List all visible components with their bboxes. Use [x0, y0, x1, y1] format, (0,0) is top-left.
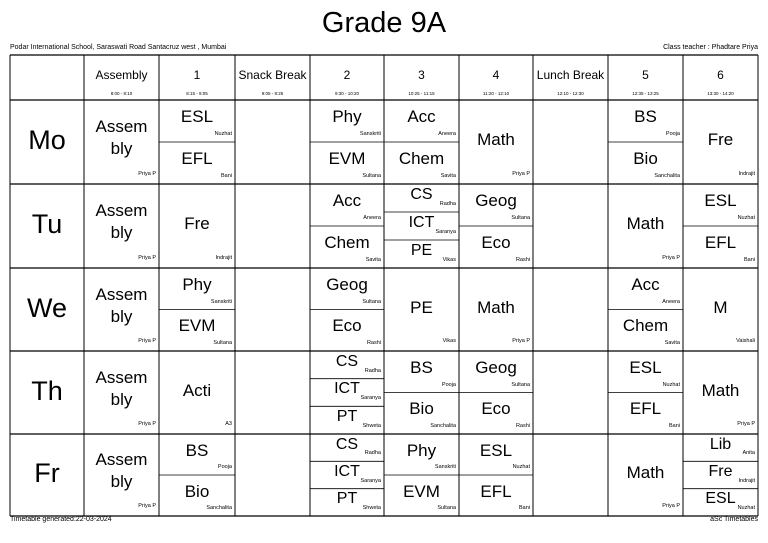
lesson-cell: [84, 434, 159, 516]
teacher-name: Anita: [742, 450, 755, 457]
lesson-cell: [384, 100, 459, 142]
subject-name: Phy: [182, 274, 212, 294]
period-name: 6: [717, 68, 724, 82]
lesson-cell: [384, 393, 459, 435]
teacher-name: Saranya: [360, 477, 381, 484]
lesson-cell: [608, 393, 683, 435]
teacher-name: Priya P: [138, 421, 156, 427]
generated-date: Timetable generated:22-03-2024: [10, 516, 112, 523]
subject-name: Math: [626, 214, 665, 233]
subject-name: Lib: [709, 435, 732, 453]
subject-name: BS: [410, 357, 433, 377]
subject-name: BS: [185, 440, 209, 460]
subject-name: Math: [626, 463, 665, 482]
lesson-cell: [84, 184, 159, 268]
teacher-name: Rashi: [366, 340, 381, 346]
subject-name: Geog: [475, 191, 517, 210]
subject-name: Assem bly: [95, 201, 148, 242]
teacher-name: Nuzhat: [662, 381, 680, 388]
teacher-name: Savita: [440, 173, 456, 179]
lesson-cell: [384, 212, 459, 240]
lesson-cell: [683, 268, 758, 351]
teacher-name: Vaishali: [736, 338, 755, 344]
teacher-name: Priya P: [512, 171, 530, 177]
lesson-cell: [384, 434, 459, 475]
teacher-name: Nuzhat: [737, 215, 755, 221]
lesson-cell: [159, 434, 235, 475]
lesson-cell: [84, 351, 159, 434]
lesson-cell: [683, 461, 758, 488]
lesson-cell: [459, 393, 533, 435]
teacher-name: Aneera: [662, 298, 680, 305]
lesson-cell: [608, 351, 683, 393]
subject-name: PT: [336, 408, 358, 426]
teacher-name: Sanskriti: [434, 464, 456, 470]
lesson-cell: [310, 100, 384, 142]
lesson-cell: [159, 100, 235, 142]
subject-name: EVM: [328, 149, 366, 168]
subject-name: Chem: [622, 316, 669, 336]
teacher-name: Indrajit: [738, 171, 755, 177]
period-time: 11:20 - 12:10: [482, 91, 510, 96]
lesson-cell: [310, 434, 384, 461]
lesson-cell: [159, 142, 235, 184]
lesson-cell: [159, 475, 235, 516]
teacher-name: Shweta: [362, 422, 381, 429]
teacher-name: Radha: [439, 201, 456, 207]
teacher-name: Sultana: [362, 173, 381, 179]
subject-name: ESL: [479, 440, 513, 460]
school-name: Podar International School, Saraswati Road Santacruz west , Mumbai: [10, 44, 227, 51]
subject-name: Assem bly: [95, 450, 148, 491]
subject-name: ESL: [705, 490, 736, 508]
subject-name: Fre: [184, 214, 210, 233]
subject-name: Assem bly: [95, 117, 148, 158]
subject-name: Eco: [332, 316, 362, 336]
subject-name: Assem bly: [95, 367, 148, 409]
lesson-cell: [384, 184, 459, 212]
lesson-cell: [683, 100, 758, 184]
teacher-name: Savita: [365, 257, 381, 263]
period-time: 12:35 - 13:25: [632, 91, 659, 96]
lesson-cell: [159, 351, 235, 434]
subject-name: Acc: [631, 274, 660, 294]
class-teacher: Class teacher : Phadtare Priya: [663, 44, 758, 51]
lesson-cell: [608, 434, 683, 516]
subject-name: Acc: [407, 107, 436, 126]
lesson-cell: [159, 184, 235, 268]
subject-name: ICT: [334, 380, 360, 398]
period-time: 9:30 - 10:20: [334, 91, 360, 96]
teacher-name: Pooja: [441, 381, 456, 388]
teacher-name: Bani: [743, 257, 755, 263]
teacher-name: Sanchalita: [206, 505, 232, 511]
lesson-cell: [683, 184, 758, 226]
subject-name: Chem: [398, 149, 445, 168]
teacher-name: Pooja: [217, 464, 232, 470]
teacher-name: Priya P: [512, 338, 530, 344]
teacher-name: Sultana: [213, 340, 232, 346]
teacher-name: Sultana: [437, 505, 456, 511]
teacher-name: Priya P: [138, 255, 156, 261]
subject-name: CS: [335, 352, 359, 370]
teacher-name: Priya P: [138, 171, 156, 177]
subject-name: EFL: [181, 149, 213, 168]
teacher-name: Priya P: [138, 503, 156, 509]
lesson-cell: [608, 100, 683, 142]
lesson-cell: [384, 268, 459, 351]
lesson-cell: [310, 406, 384, 434]
subject-name: CS: [410, 186, 433, 203]
subject-name: Bio: [184, 481, 210, 501]
period-time: 8:15 - 9:05: [186, 91, 208, 96]
teacher-name: Bani: [668, 423, 680, 429]
subject-name: PT: [336, 490, 358, 508]
teacher-name: Sultana: [511, 215, 530, 221]
period-time: 9:05 - 9:25: [261, 91, 284, 96]
teacher-name: Aneera: [363, 215, 381, 221]
subject-name: Eco: [481, 233, 511, 252]
teacher-name: A3: [225, 421, 232, 427]
teacher-name: Nuzhat: [214, 131, 232, 137]
teacher-name: Sanchalita: [430, 423, 456, 429]
subject-name: PE: [410, 242, 433, 259]
subject-name: Math: [477, 297, 515, 317]
teacher-name: Radha: [364, 450, 381, 457]
day-label: Mo: [28, 125, 66, 155]
subject-name: ESL: [180, 107, 214, 126]
lesson-cell: [459, 351, 533, 393]
lesson-cell: [310, 142, 384, 184]
period-name: 2: [343, 68, 351, 82]
teacher-name: Savita: [664, 340, 680, 346]
lesson-cell: [683, 434, 758, 461]
period-name: 4: [492, 68, 500, 82]
period-name: 3: [418, 68, 425, 82]
lesson-cell: [459, 475, 533, 516]
lesson-cell: [683, 351, 758, 434]
lesson-cell: [310, 379, 384, 407]
period-time: 12:10 - 12:30: [557, 91, 584, 96]
teacher-name: Radha: [364, 367, 381, 374]
lesson-cell: [384, 475, 459, 516]
lesson-cell: [608, 184, 683, 268]
lesson-cell: [84, 100, 159, 184]
lesson-cell: [683, 226, 758, 268]
lesson-cell: [459, 184, 533, 226]
subject-name: CS: [335, 435, 359, 453]
lesson-cell: [384, 351, 459, 393]
teacher-name: Priya P: [662, 255, 680, 261]
day-label: Fr: [34, 458, 60, 488]
teacher-name: Nuzhat: [512, 464, 530, 470]
lesson-cell: [159, 310, 235, 352]
subject-name: M: [713, 297, 728, 317]
period-time: 10:25 - 11:15: [408, 91, 435, 96]
period-name: 5: [642, 68, 649, 82]
subject-name: ICT: [334, 462, 360, 480]
teacher-name: Priya P: [138, 338, 156, 344]
lesson-cell: [310, 489, 384, 516]
period-name: 1: [193, 68, 201, 82]
lesson-cell: [159, 268, 235, 310]
lesson-cell: [310, 184, 384, 226]
teacher-name: Sanskriti: [210, 298, 232, 305]
teacher-name: Nuzhat: [737, 504, 755, 511]
lesson-cell: [608, 268, 683, 310]
day-label: Th: [31, 375, 63, 406]
subject-name: EVM: [178, 316, 216, 336]
teacher-name: Aneera: [438, 131, 456, 137]
teacher-name: Sultana: [511, 381, 530, 388]
teacher-name: Rashi: [515, 257, 530, 263]
lesson-cell: [459, 434, 533, 475]
teacher-name: Pooja: [665, 131, 680, 137]
subject-name: ICT: [408, 214, 435, 231]
subject-name: Phy: [332, 107, 362, 126]
teacher-name: Bani: [518, 505, 530, 511]
subject-name: Phy: [406, 440, 437, 460]
teacher-name: Vikas: [442, 257, 456, 263]
teacher-name: Sultana: [362, 298, 381, 305]
lesson-cell: [310, 351, 384, 379]
day-label: Tu: [31, 209, 63, 239]
teacher-name: Vikas: [442, 338, 456, 344]
period-name: Assembly: [95, 68, 148, 82]
teacher-name: Priya P: [737, 421, 755, 427]
lesson-cell: [683, 489, 758, 516]
lesson-cell: [310, 268, 384, 310]
teacher-name: Bani: [220, 173, 232, 179]
lesson-cell: [459, 226, 533, 268]
lesson-cell: [384, 142, 459, 184]
subject-name: ESL: [629, 357, 662, 377]
subject-name: EFL: [704, 233, 737, 252]
lesson-cell: [310, 226, 384, 268]
day-label: We: [26, 292, 67, 323]
subject-name: EFL: [480, 481, 512, 501]
subject-name: BS: [634, 107, 657, 126]
subject-name: PE: [410, 297, 433, 317]
teacher-name: Sanchalita: [654, 173, 680, 179]
teacher-name: Sanskriti: [359, 131, 381, 137]
subject-name: EFL: [629, 399, 662, 419]
lesson-cell: [459, 268, 533, 351]
subject-name: ESL: [704, 191, 737, 210]
teacher-name: Indrajit: [215, 255, 232, 261]
teacher-name: Priya P: [662, 503, 680, 509]
lesson-cell: [310, 461, 384, 488]
subject-name: Math: [701, 380, 740, 400]
lesson-cell: [459, 100, 533, 184]
subject-name: Geog: [475, 357, 517, 377]
page-title: Grade 9A: [321, 7, 447, 39]
period-time: 8:00 - 8:10: [110, 91, 133, 96]
period-name: Snack Break: [238, 68, 307, 82]
subject-name: Bio: [409, 399, 434, 419]
teacher-name: Rashi: [515, 423, 530, 429]
subject-name: Math: [477, 130, 515, 149]
subject-name: Assem bly: [95, 284, 148, 326]
subject-name: EVM: [403, 481, 440, 501]
software-credit: aSc Timetables: [710, 516, 758, 523]
lesson-cell: [384, 240, 459, 268]
subject-name: Chem: [324, 233, 370, 252]
subject-name: Eco: [481, 399, 511, 419]
subject-name: Fre: [708, 462, 733, 480]
lesson-cell: [608, 310, 683, 352]
subject-name: Acti: [182, 380, 212, 400]
lesson-cell: [310, 310, 384, 352]
lesson-cell: [608, 142, 683, 184]
subject-name: Fre: [707, 130, 734, 149]
subject-name: Geog: [326, 274, 368, 294]
teacher-name: Indrajit: [738, 477, 755, 484]
lesson-cell: [84, 268, 159, 351]
period-name: Lunch Break: [536, 68, 605, 82]
subject-name: Bio: [633, 149, 658, 168]
period-time: 13:30 - 14:20: [707, 91, 734, 96]
teacher-name: Saranya: [435, 229, 456, 235]
teacher-name: Saranya: [360, 395, 381, 402]
teacher-name: Shweta: [362, 504, 381, 511]
subject-name: Acc: [332, 191, 362, 210]
